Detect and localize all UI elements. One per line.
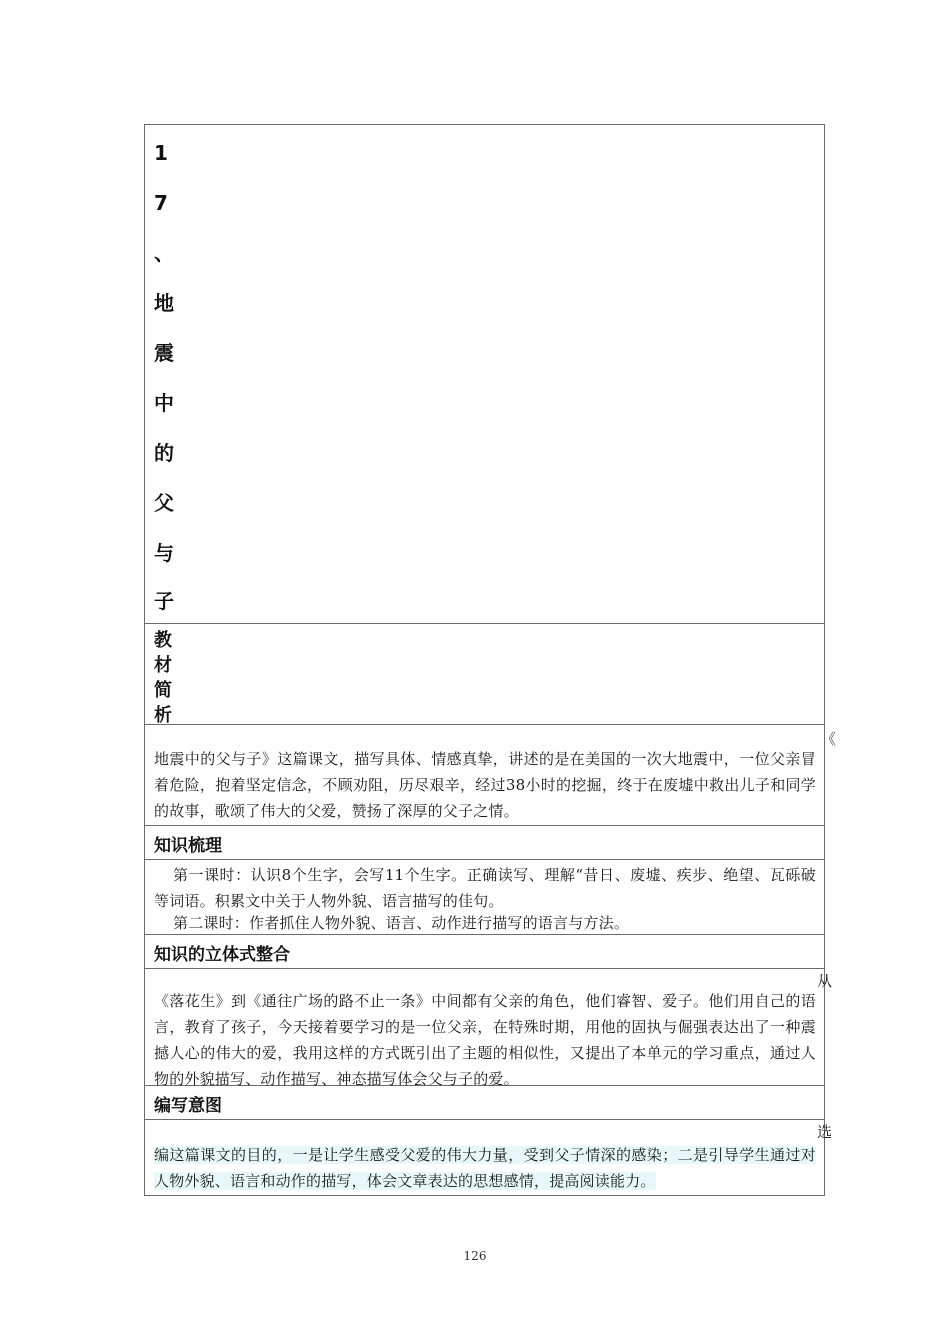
title-char: 父	[154, 491, 174, 515]
title-char: 与	[154, 541, 174, 565]
integration-content-cell	[145, 969, 833, 1088]
analysis-label	[154, 628, 178, 728]
integration-heading-cell	[145, 935, 824, 969]
title-char: 7	[154, 191, 168, 215]
lesson-plan-table	[144, 124, 837, 1196]
label-char: 析	[154, 705, 172, 726]
lesson2-text: 第二课时：作者抓住人物外貌、语言、动作进行描写的语言与方法。	[173, 914, 630, 932]
knowledge-heading-cell	[145, 826, 824, 860]
page-number: 126	[463, 1249, 487, 1263]
title-char: 的	[154, 441, 174, 465]
title-char: 、	[154, 241, 174, 265]
knowledge-heading: 知识梳理	[154, 836, 222, 856]
title-char: 1	[154, 141, 168, 165]
label-char: 教	[154, 630, 172, 651]
knowledge-content-cell	[145, 860, 824, 935]
intent-text	[154, 1142, 816, 1194]
lesson-title-cell	[145, 125, 824, 624]
analysis-text: 地震中的父与子》这篇课文，描写具体、情感真挚，讲述的是在美国的一次大地震中，一位父亲冒着危险，抱着坚定信念，不顾劝阻，历尽艰辛，经过38小时的挖掘，终于在废墟中救出儿子和同学的故事，歌颂了伟大的父爱，赞扬了深厚的父子之情。	[154, 750, 816, 820]
label-char: 简	[154, 680, 172, 701]
intent-highlighted-text: 编这篇课文的目的，一是让学生感受父爱的伟大力量，受到父子情深的感染；二是引导学生通过对人物外貌、语言和动作的描写，体会文章表达的思想感情，提高阅读能力。	[154, 1146, 816, 1190]
integration-text: 《落花生》到《通往广场的路不止一条》中间都有父亲的角色，他们睿智、爱子。他们用自己的语言，教育了孩子，今天接着要学习的是一位父亲，在特殊时期，用他的固执与倔强表达出了一种震撼人心的伟大的爱，我用这样的方式既引出了主题的相似性，又提出了本单元的学习重点，通过人物的外貌描写、动作描写、神态描写体会父与子的爱。	[154, 992, 816, 1088]
title-char: 子	[154, 589, 174, 613]
title-char: 中	[154, 391, 174, 415]
intent-heading: 编写意图	[154, 1096, 222, 1116]
analysis-content-cell	[145, 725, 837, 826]
intent-lead-char: 选	[817, 1123, 833, 1141]
label-char: 材	[154, 655, 172, 676]
intent-content-cell	[145, 1120, 833, 1196]
title-char: 震	[154, 341, 174, 365]
analysis-label-cell	[145, 624, 824, 725]
intent-heading-cell	[145, 1086, 824, 1120]
lesson1-text: 第一课时：认识8个生字，会写11个生字。正确读写、理解“昔日、废墟、疾步、绝望、瓦砾破等词语。积累文中关于人物外貌、语言描写的佳句。	[154, 866, 816, 910]
integration-lead-char: 从	[817, 972, 833, 990]
title-char: 地	[154, 291, 174, 315]
analysis-lead-char: 《	[821, 730, 837, 748]
integration-heading: 知识的立体式整合	[154, 945, 290, 965]
